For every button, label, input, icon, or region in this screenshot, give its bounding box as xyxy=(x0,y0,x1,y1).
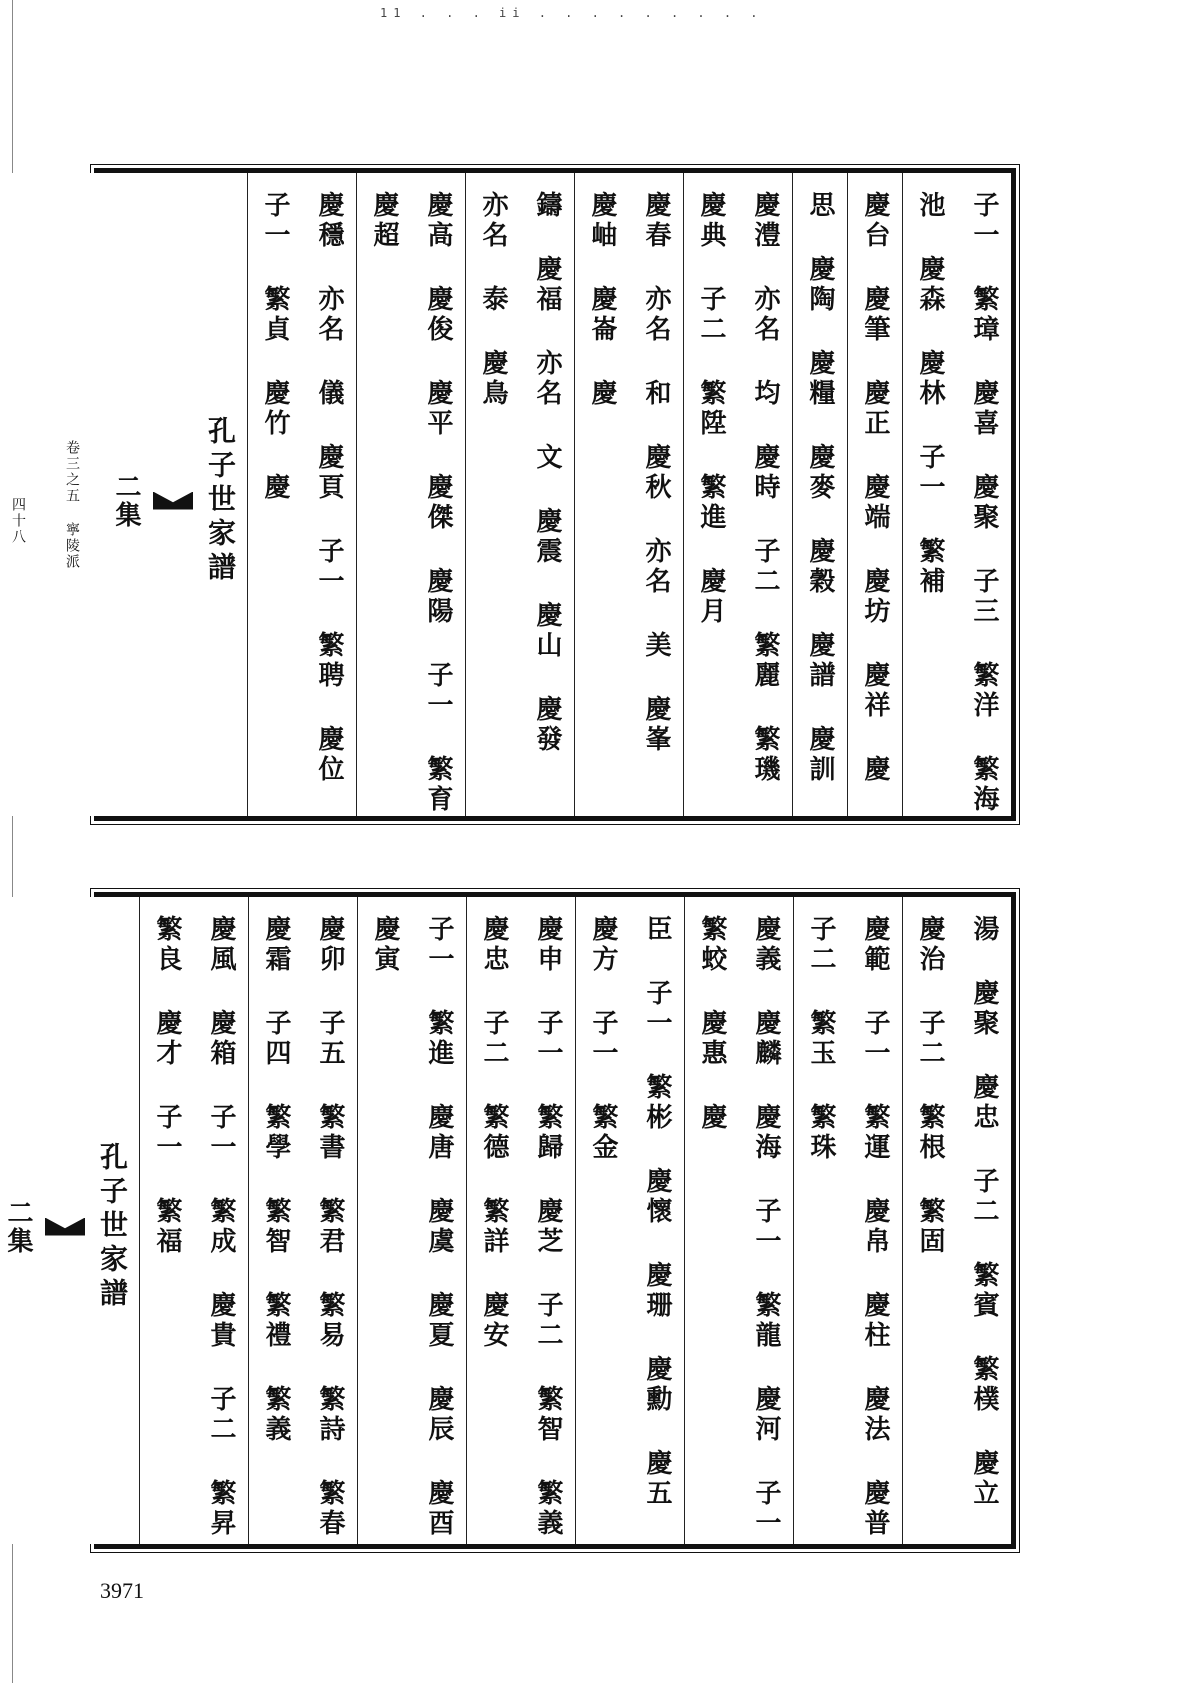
fish-tail-mark-icon xyxy=(153,492,193,510)
page-number: 3971 xyxy=(100,1578,144,1603)
column: 臣 子一 繁彬 慶懷 慶珊 慶勳 慶五 慶方 子一 繁金 xyxy=(575,897,684,1544)
column: 慶卯 子五 繁書 繁君 繁易 繁詩 繁春 慶霜 子四 繁學 繁智 繁禮 繁義 xyxy=(248,897,357,1544)
column: 慶高 慶俊 慶平 慶傑 慶陽 子一 繁育 慶超 xyxy=(356,173,465,816)
column: 子一 繁璋 慶喜 慶聚 子三 繁洋 繁海 池 慶森 慶林 子一 繁補 xyxy=(902,173,1011,816)
genealogy-page-bottom xyxy=(3,892,1016,1573)
header-scan-noise: 11 . . . ii . . . . . . . . . xyxy=(380,6,764,20)
column: 慶範 子一 繁運 慶帛 慶柱 慶法 慶普 子二 繁玉 繁珠 xyxy=(793,897,902,1544)
spine-collection: 二集 xyxy=(3,1198,33,1255)
spine-page: 四十八 xyxy=(10,496,26,545)
column: 慶申 子一 繁歸 慶芝 子二 繁智 繁義 慶忠 子二 繁德 繁詳 慶安 xyxy=(466,897,575,1544)
top-columns xyxy=(10,173,1011,849)
column: 慶台 慶筆 慶正 慶端 慶坊 慶祥 慶 xyxy=(847,173,902,816)
spine-bottom xyxy=(0,897,139,1544)
column: 慶穩 亦名 儀 慶頁 子一 繁聘 慶位 子一 繁貞 慶竹 慶 xyxy=(247,173,356,816)
column: 慶風 慶箱 子一 繁成 慶貴 子二 繁昇 繁良 慶才 子一 繁福 xyxy=(139,897,248,1544)
fish-tail-mark-icon xyxy=(45,1218,85,1236)
bottom-columns xyxy=(3,897,1011,1573)
column: 慶義 慶麟 慶海 子一 繁龍 慶河 子一 繁蛟 慶惠 慶 xyxy=(684,897,793,1544)
genealogy-page-top xyxy=(10,168,1016,849)
spine-title: 孔子世家譜 xyxy=(204,415,237,586)
column: 湯 慶聚 慶忠 子二 繁賓 繁樸 慶立 慶治 子二 繁根 繁固 xyxy=(902,897,1011,1544)
spine-title: 孔子世家譜 xyxy=(96,1141,129,1312)
column: 子一 繁進 慶唐 慶虞 慶夏 慶辰 慶酉 慶寅 xyxy=(357,897,466,1544)
column: 慶春 亦名 和 慶秋 亦名 美 慶峯 慶岫 慶崙 慶 xyxy=(574,173,683,816)
column: 思 慶陶 慶糧 慶麥 慶穀 慶譜 慶訓 xyxy=(792,173,847,816)
spine-collection: 二集 xyxy=(111,472,141,529)
spine-top xyxy=(0,173,247,816)
column: 鑄 慶福 亦名 文 慶震 慶山 慶發 亦名 泰 慶鳥 xyxy=(465,173,574,816)
spine-section: 卷三之五 寧陵派 xyxy=(64,439,80,570)
column: 慶澧 亦名 均 慶時 子二 繁麗 繁璣 慶典 子二 繁陞 繁進 慶月 xyxy=(683,173,792,816)
